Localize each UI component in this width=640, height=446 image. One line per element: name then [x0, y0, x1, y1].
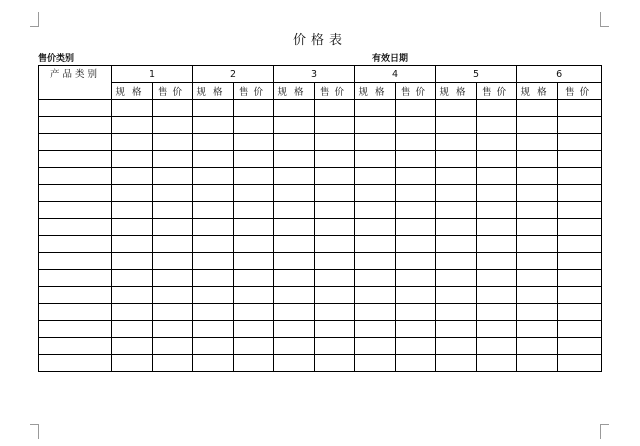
table-cell[interactable] — [436, 304, 477, 321]
table-cell[interactable] — [558, 321, 602, 338]
table-cell[interactable] — [477, 321, 517, 338]
header-group: 5 — [436, 66, 517, 83]
table-cell[interactable] — [315, 168, 355, 185]
table-cell[interactable] — [315, 100, 355, 117]
table-cell[interactable] — [112, 151, 153, 168]
table-cell[interactable] — [558, 168, 602, 185]
table-cell[interactable] — [153, 202, 193, 219]
product-category-cell[interactable] — [39, 304, 112, 321]
product-category-cell[interactable] — [39, 185, 112, 202]
table-cell[interactable] — [355, 134, 396, 151]
header-group: 3 — [274, 66, 355, 83]
table-cell[interactable] — [436, 355, 477, 372]
table-cell[interactable] — [477, 168, 517, 185]
table-cell[interactable] — [234, 151, 274, 168]
table-row — [39, 151, 602, 168]
table-cell[interactable] — [153, 321, 193, 338]
table-cell[interactable] — [193, 168, 234, 185]
table-cell[interactable] — [396, 338, 436, 355]
table-cell[interactable] — [234, 321, 274, 338]
header-row-subcolumns — [39, 83, 602, 100]
table-cell[interactable] — [315, 338, 355, 355]
table-row — [39, 355, 602, 372]
table-cell[interactable] — [315, 253, 355, 270]
table-cell[interactable] — [396, 270, 436, 287]
table-cell[interactable] — [355, 253, 396, 270]
table-cell[interactable] — [315, 185, 355, 202]
table-row — [39, 270, 602, 287]
header-spec: 规格 — [355, 83, 396, 100]
table-cell[interactable] — [396, 287, 436, 304]
table-cell[interactable] — [396, 168, 436, 185]
table-cell[interactable] — [396, 117, 436, 134]
table-cell[interactable] — [477, 134, 517, 151]
header-price: 售价 — [396, 83, 436, 100]
table-cell[interactable] — [153, 287, 193, 304]
table-cell[interactable] — [112, 321, 153, 338]
product-category-cell[interactable] — [39, 338, 112, 355]
header-price: 售价 — [234, 83, 274, 100]
table-cell[interactable] — [558, 253, 602, 270]
table-cell[interactable] — [477, 236, 517, 253]
page-corner-mark-bottom-right — [600, 424, 609, 439]
table-cell[interactable] — [396, 321, 436, 338]
table-cell[interactable] — [477, 270, 517, 287]
table-cell[interactable] — [477, 202, 517, 219]
table-cell[interactable] — [436, 202, 477, 219]
table-cell[interactable] — [355, 355, 396, 372]
table-cell[interactable] — [234, 168, 274, 185]
table-cell[interactable] — [355, 270, 396, 287]
table-cell[interactable] — [355, 185, 396, 202]
table-cell[interactable] — [436, 100, 477, 117]
product-category-cell[interactable] — [39, 253, 112, 270]
table-cell[interactable] — [234, 355, 274, 372]
table-cell[interactable] — [193, 253, 234, 270]
table-cell[interactable] — [274, 134, 315, 151]
table-cell[interactable] — [153, 134, 193, 151]
table-row — [39, 219, 602, 236]
header-spec: 规格 — [193, 83, 234, 100]
table-cell[interactable] — [234, 185, 274, 202]
table-cell[interactable] — [355, 117, 396, 134]
table-cell[interactable] — [517, 270, 558, 287]
table-cell[interactable] — [112, 253, 153, 270]
table-cell[interactable] — [193, 134, 234, 151]
table-cell[interactable] — [234, 304, 274, 321]
table-cell[interactable] — [274, 338, 315, 355]
table-cell[interactable] — [558, 134, 602, 151]
table-cell[interactable] — [517, 202, 558, 219]
table-row — [39, 253, 602, 270]
table-cell[interactable] — [274, 287, 315, 304]
header-price: 售价 — [558, 83, 602, 100]
table-row — [39, 134, 602, 151]
table-row — [39, 168, 602, 185]
table-cell[interactable] — [436, 134, 477, 151]
table-cell[interactable] — [274, 100, 315, 117]
table-cell[interactable] — [396, 100, 436, 117]
table-cell[interactable] — [396, 134, 436, 151]
table-cell[interactable] — [234, 117, 274, 134]
table-cell[interactable] — [112, 355, 153, 372]
table-cell[interactable] — [436, 287, 477, 304]
table-cell[interactable] — [274, 253, 315, 270]
document-title: 价格表 — [292, 33, 347, 48]
table-cell[interactable] — [396, 304, 436, 321]
table-cell[interactable] — [436, 219, 477, 236]
table-cell[interactable] — [274, 151, 315, 168]
table-cell[interactable] — [193, 304, 234, 321]
price-table — [38, 65, 602, 372]
table-cell[interactable] — [436, 270, 477, 287]
table-cell[interactable] — [355, 236, 396, 253]
table-cell[interactable] — [274, 219, 315, 236]
table-cell[interactable] — [193, 185, 234, 202]
product-category-cell[interactable] — [39, 219, 112, 236]
product-category-cell[interactable] — [39, 151, 112, 168]
header-row-groups — [39, 66, 602, 83]
table-cell[interactable] — [112, 134, 153, 151]
table-cell[interactable] — [517, 287, 558, 304]
table-cell[interactable] — [477, 151, 517, 168]
table-cell[interactable] — [193, 151, 234, 168]
product-category-cell[interactable] — [39, 355, 112, 372]
table-cell[interactable] — [234, 270, 274, 287]
table-cell[interactable] — [112, 168, 153, 185]
table-cell[interactable] — [477, 185, 517, 202]
table-cell[interactable] — [112, 219, 153, 236]
table-row — [39, 338, 602, 355]
table-cell[interactable] — [396, 236, 436, 253]
table-cell[interactable] — [274, 236, 315, 253]
header-group: 6 — [517, 66, 602, 83]
table-cell[interactable] — [315, 355, 355, 372]
table-cell[interactable] — [396, 185, 436, 202]
table-cell[interactable] — [517, 134, 558, 151]
product-category-cell[interactable] — [39, 168, 112, 185]
table-cell[interactable] — [436, 185, 477, 202]
table-cell[interactable] — [517, 185, 558, 202]
table-cell[interactable] — [355, 100, 396, 117]
table-cell[interactable] — [517, 253, 558, 270]
table-cell[interactable] — [153, 270, 193, 287]
table-cell[interactable] — [355, 202, 396, 219]
table-cell[interactable] — [234, 134, 274, 151]
table-row — [39, 321, 602, 338]
table-cell[interactable] — [153, 117, 193, 134]
table-row — [39, 185, 602, 202]
table-cell[interactable] — [558, 338, 602, 355]
table-cell[interactable] — [274, 185, 315, 202]
table-cell[interactable] — [153, 151, 193, 168]
table-cell[interactable] — [315, 321, 355, 338]
table-cell[interactable] — [112, 100, 153, 117]
table-cell[interactable] — [315, 219, 355, 236]
table-cell[interactable] — [517, 117, 558, 134]
table-row — [39, 236, 602, 253]
table-cell[interactable] — [355, 338, 396, 355]
table-cell[interactable] — [112, 338, 153, 355]
table-cell[interactable] — [477, 287, 517, 304]
product-category-cell[interactable] — [39, 134, 112, 151]
table-cell[interactable] — [396, 202, 436, 219]
table-cell[interactable] — [436, 117, 477, 134]
table-cell[interactable] — [517, 321, 558, 338]
table-cell[interactable] — [315, 304, 355, 321]
table-cell[interactable] — [558, 100, 602, 117]
table-cell[interactable] — [193, 219, 234, 236]
product-category-cell[interactable] — [39, 100, 112, 117]
table-cell[interactable] — [355, 287, 396, 304]
table-cell[interactable] — [274, 117, 315, 134]
table-cell[interactable] — [315, 287, 355, 304]
table-cell[interactable] — [112, 117, 153, 134]
table-cell[interactable] — [436, 338, 477, 355]
table-cell[interactable] — [396, 151, 436, 168]
table-cell[interactable] — [112, 202, 153, 219]
header-product-category: 产品类别 — [39, 66, 112, 100]
table-cell[interactable] — [274, 168, 315, 185]
table-cell[interactable] — [234, 287, 274, 304]
table-cell[interactable] — [558, 151, 602, 168]
table-cell[interactable] — [477, 253, 517, 270]
table-cell[interactable] — [315, 134, 355, 151]
table-cell[interactable] — [112, 236, 153, 253]
product-category-cell[interactable] — [39, 321, 112, 338]
table-cell[interactable] — [153, 355, 193, 372]
header-spec: 规格 — [436, 83, 477, 100]
table-cell[interactable] — [153, 236, 193, 253]
table-cell[interactable] — [193, 321, 234, 338]
table-cell[interactable] — [315, 117, 355, 134]
table-cell[interactable] — [112, 304, 153, 321]
table-cell[interactable] — [234, 338, 274, 355]
table-cell[interactable] — [517, 304, 558, 321]
table-row — [39, 287, 602, 304]
table-row — [39, 202, 602, 219]
table-cell[interactable] — [315, 236, 355, 253]
table-cell[interactable] — [112, 185, 153, 202]
table-cell[interactable] — [355, 168, 396, 185]
table-cell[interactable] — [193, 355, 234, 372]
header-price: 售价 — [315, 83, 355, 100]
page-corner-mark-top-left — [30, 12, 39, 27]
table-cell[interactable] — [558, 355, 602, 372]
table-cell[interactable] — [517, 151, 558, 168]
table-cell[interactable] — [153, 185, 193, 202]
table-cell[interactable] — [436, 168, 477, 185]
table-cell[interactable] — [517, 338, 558, 355]
header-price: 售价 — [153, 83, 193, 100]
table-cell[interactable] — [274, 321, 315, 338]
table-cell[interactable] — [477, 117, 517, 134]
valid-date-label: 有效日期 — [372, 54, 409, 64]
table-cell[interactable] — [193, 338, 234, 355]
header-group: 4 — [355, 66, 436, 83]
product-category-cell[interactable] — [39, 236, 112, 253]
product-category-cell[interactable] — [39, 202, 112, 219]
table-cell[interactable] — [355, 304, 396, 321]
table-cell[interactable] — [193, 100, 234, 117]
table-cell[interactable] — [436, 253, 477, 270]
table-cell[interactable] — [477, 304, 517, 321]
header-group: 1 — [112, 66, 193, 83]
header-spec: 规格 — [112, 83, 153, 100]
table-cell[interactable] — [355, 151, 396, 168]
table-cell[interactable] — [315, 202, 355, 219]
table-cell[interactable] — [477, 338, 517, 355]
table-cell[interactable] — [396, 355, 436, 372]
table-cell[interactable] — [436, 321, 477, 338]
table-cell[interactable] — [153, 219, 193, 236]
table-cell[interactable] — [315, 270, 355, 287]
table-cell[interactable] — [517, 100, 558, 117]
table-cell[interactable] — [558, 117, 602, 134]
table-cell[interactable] — [234, 100, 274, 117]
header-group: 2 — [193, 66, 274, 83]
table-cell[interactable] — [436, 236, 477, 253]
table-cell[interactable] — [517, 219, 558, 236]
table-cell[interactable] — [355, 321, 396, 338]
header-price: 售价 — [477, 83, 517, 100]
table-cell[interactable] — [193, 117, 234, 134]
table-cell[interactable] — [477, 100, 517, 117]
table-cell[interactable] — [274, 355, 315, 372]
table-row — [39, 117, 602, 134]
table-cell[interactable] — [517, 168, 558, 185]
table-cell[interactable] — [234, 236, 274, 253]
table-cell[interactable] — [477, 219, 517, 236]
table-row — [39, 100, 602, 117]
table-cell[interactable] — [436, 151, 477, 168]
table-cell[interactable] — [558, 304, 602, 321]
table-cell[interactable] — [517, 236, 558, 253]
table-cell[interactable] — [153, 304, 193, 321]
table-cell[interactable] — [153, 338, 193, 355]
table-cell[interactable] — [193, 270, 234, 287]
table-cell[interactable] — [558, 185, 602, 202]
table-cell[interactable] — [234, 219, 274, 236]
table-cell[interactable] — [153, 168, 193, 185]
product-category-cell[interactable] — [39, 270, 112, 287]
table-cell[interactable] — [517, 355, 558, 372]
table-cell[interactable] — [396, 219, 436, 236]
table-cell[interactable] — [477, 355, 517, 372]
table-cell[interactable] — [112, 287, 153, 304]
table-cell[interactable] — [396, 253, 436, 270]
table-cell[interactable] — [112, 270, 153, 287]
table-cell[interactable] — [558, 270, 602, 287]
product-category-cell[interactable] — [39, 117, 112, 134]
price-category-label: 售价类别 — [38, 54, 75, 64]
table-cell[interactable] — [558, 287, 602, 304]
table-cell[interactable] — [153, 253, 193, 270]
table-cell[interactable] — [274, 202, 315, 219]
header-spec: 规格 — [517, 83, 558, 100]
table-cell[interactable] — [558, 219, 602, 236]
table-cell[interactable] — [193, 202, 234, 219]
page-corner-mark-top-right — [600, 12, 609, 27]
table-cell[interactable] — [274, 270, 315, 287]
table-cell[interactable] — [274, 304, 315, 321]
table-cell[interactable] — [193, 287, 234, 304]
header-spec: 规格 — [274, 83, 315, 100]
table-cell[interactable] — [355, 219, 396, 236]
table-row — [39, 304, 602, 321]
product-category-cell[interactable] — [39, 287, 112, 304]
table-cell[interactable] — [558, 236, 602, 253]
page-corner-mark-bottom-left — [30, 424, 39, 439]
table-cell[interactable] — [193, 236, 234, 253]
table-cell[interactable] — [558, 202, 602, 219]
table-cell[interactable] — [234, 253, 274, 270]
table-cell[interactable] — [315, 151, 355, 168]
table-cell[interactable] — [153, 100, 193, 117]
table-cell[interactable] — [234, 202, 274, 219]
